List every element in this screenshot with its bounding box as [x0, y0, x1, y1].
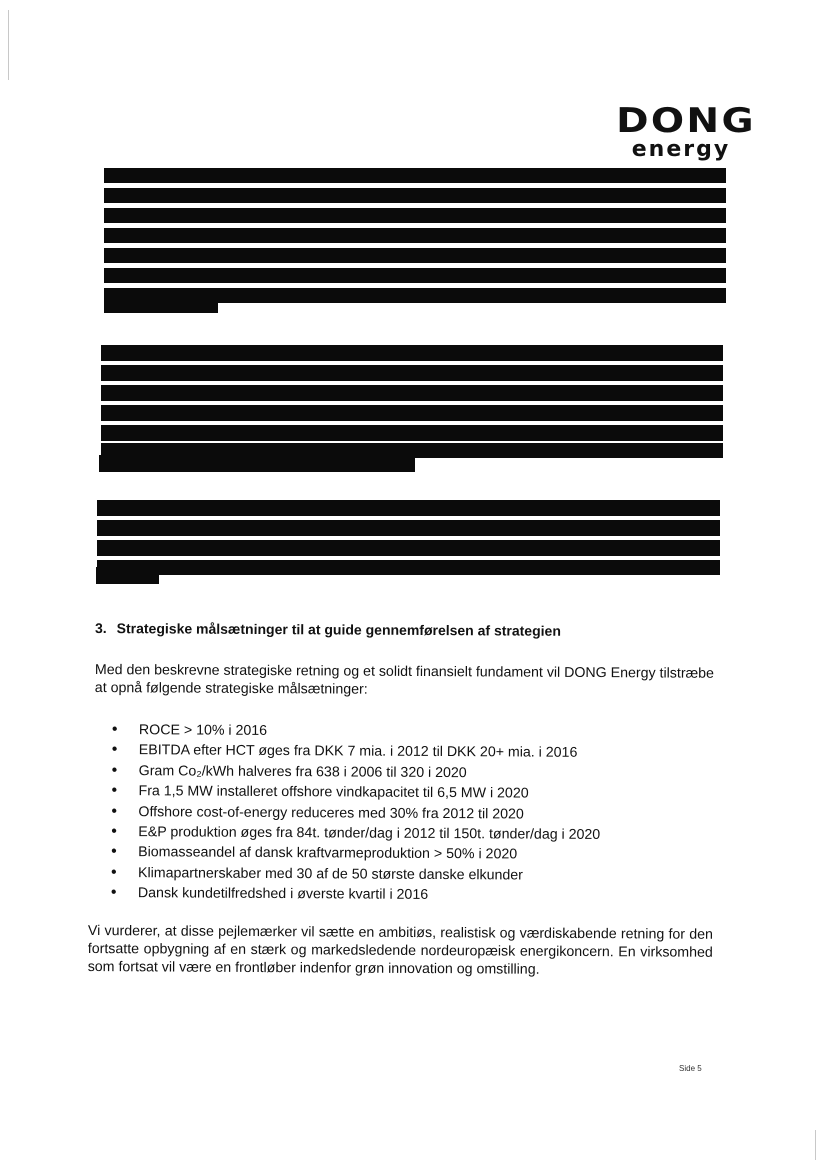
list-item: • Offshore cost-of-energy reduceres med 30% fra 2012 til 2020	[111, 802, 600, 825]
redaction-bar	[97, 560, 720, 575]
redaction-bar	[104, 208, 726, 223]
logo-wordmark: DONG	[616, 101, 756, 141]
list-item: • Gram Co₂/kWh halveres fra 638 i 2006 til 320 i 2020	[112, 761, 601, 784]
redaction-bar	[104, 228, 726, 243]
redaction-bar	[99, 455, 415, 472]
redaction-bar	[97, 520, 720, 536]
goals-list	[111, 720, 601, 907]
scan-edge-line	[815, 1130, 816, 1160]
list-item: • Biomasseandel af dansk kraftvarmeproduktion > 50% i 2020	[111, 842, 600, 865]
redaction-bar	[104, 188, 726, 203]
dong-energy-logo	[606, 103, 766, 161]
section-title: Strategiske målsætninger til at guide gennemførelsen af strategien	[116, 620, 561, 639]
redaction-bar	[96, 567, 159, 584]
list-item: • Klimapartnerskaber med 30 af de 50 største danske elkunder	[111, 863, 600, 886]
page-number: Side 5	[679, 1064, 702, 1073]
list-item: • ROCE > 10% i 2016	[112, 720, 601, 743]
redaction-bar	[104, 248, 726, 263]
redaction-bar	[104, 168, 726, 183]
redaction-bar	[97, 540, 720, 556]
redaction-bar	[101, 385, 723, 401]
logo-subtitle: energy	[631, 137, 731, 162]
scan-edge-line	[8, 10, 9, 80]
redaction-bar	[101, 345, 723, 361]
redaction-bar	[97, 500, 720, 516]
list-item: • Fra 1,5 MW installeret offshore vindkapacitet til 6,5 MW i 2020	[112, 781, 601, 804]
redaction-bar	[104, 268, 726, 283]
redaction-bar	[101, 405, 723, 421]
section-number: 3.	[94, 620, 107, 637]
redaction-bar	[101, 425, 723, 441]
list-item: • E&P produktion øges fra 84t. tønder/dag i 2012 til 150t. tønder/dag i 2020	[111, 822, 600, 845]
redaction-bar	[101, 365, 723, 381]
closing-paragraph: Vi vurderer, at disse pejlemærker vil sætte en ambitiøs, realistisk og værdiskabende retning for den fortsatte opbygning af en stærk og markedsledende nordeuropæisk energikoncern. En virksomhed som fortsat vil være en frontløber indenfor grøn innovation og omstilling.	[87, 923, 713, 978]
section-heading	[95, 620, 561, 639]
intro-paragraph: Med den beskrevne strategiske retning og et solidt finansielt fundament vil DONG Energy tilstræbe at opnå følgende strategiske målsætninger:	[94, 662, 715, 698]
redaction-bar	[104, 297, 218, 313]
list-item: • Dansk kundetilfredshed i øverste kvartil i 2016	[111, 883, 600, 906]
list-item: • EBITDA efter HCT øges fra DKK 7 mia. i 2012 til DKK 20+ mia. i 2016	[112, 740, 601, 763]
